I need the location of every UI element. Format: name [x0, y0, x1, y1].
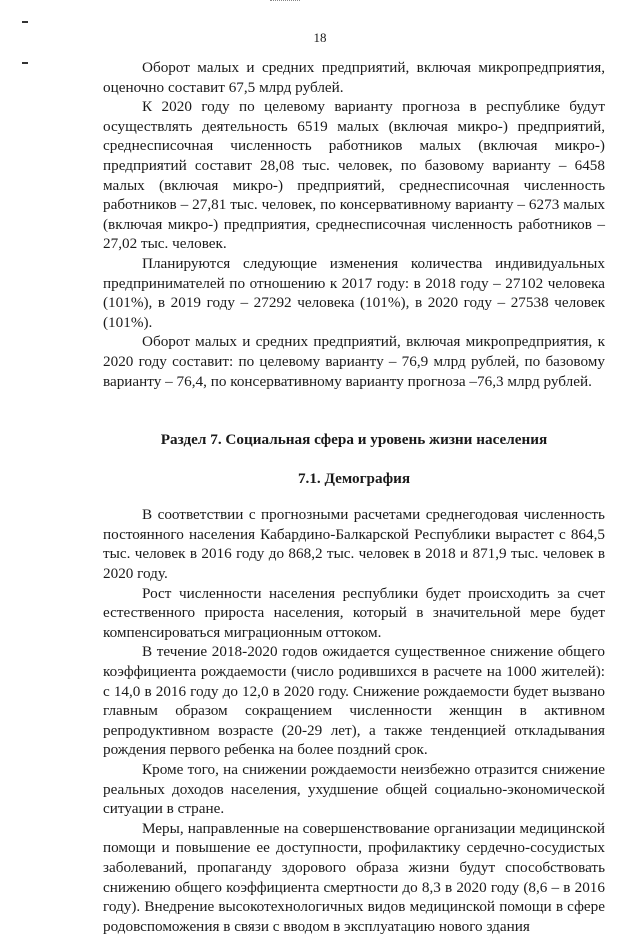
document-body [103, 58, 605, 936]
subsection-heading: 7.1. Демография [297, 469, 411, 487]
paragraph: Меры, направленные на совершенствование организации медицинской помощи и повышение ее доступности, профилактику сердечно-сосудистых заболеваний, пропаганду здорового образа жизни будут способствовать снижению общего коэффициента смертности до 8,3 в 2020 году (8,6 – в 2016 году). Внедрение высокотехнологичных видов медицинской помощи в сфере родовспоможения в связи с вводом в эксплуатацию нового здания [103, 819, 605, 935]
margin-mark [22, 62, 28, 64]
page-number: 18 [313, 30, 327, 45]
margin-mark [22, 21, 28, 23]
section-heading: Раздел 7. Социальная сфера и уровень жизни населения [160, 431, 548, 449]
paragraph: Планируются следующие изменения количества индивидуальных предпринимателей по отношению к 2017 году: в 2018 году – 27102 человека (101%), в 2019 году – 27292 человека (101%), в 2020 году – 27538 человек (101%). [103, 254, 605, 331]
paragraph: Оборот малых и средних предприятий, включая микропредприятия, к 2020 году составит: по целевому варианту – 76,9 млрд рублей, по базовому варианту – 76,4, по консервативному варианту прогноза –76,3 млрд рублей. [103, 333, 605, 390]
paragraph: Кроме того, на снижении рождаемости неизбежно отразится снижение реальных доходов населения, ухудшение общей социально-экономической ситуации в стране. [103, 761, 605, 818]
paragraph: В соответствии с прогнозными расчетами среднегодовая численность постоянного населения Кабардино-Балкарской Республики вырастет с 864,5 тыс. человек в 2016 году до 868,2 тыс. человек в 2018 и 871,9 тыс. человек в 2020 году. [103, 506, 605, 583]
paragraph: К 2020 году по целевому варианту прогноза в республике будут осуществлять деятельность 6519 малых (включая микро-) предприятий, среднесписочная численность работников малых (включая микро-) предприятий составит 28,08 тыс. человек, по базовому варианту – 6458 малых (включая микро-) предприятий, среднесписочная численность работников – 27,81 тыс. человек, по консервативному варианту – 6273 малых (включая микро-) предприятия, среднесписочная численность работников – 27,02 тыс. человек. [103, 98, 605, 253]
paragraph: Рост численности населения республики будет происходить за счет естественного прироста населения, который в значительной мере будет компенсироваться миграционным оттоком. [103, 584, 605, 641]
scan-artifact [270, 0, 300, 3]
paragraph: В течение 2018-2020 годов ожидается существенное снижение общего коэффициента рождаемости (число родившихся в расчете на 1000 жителей): с 14,0 в 2016 году до 12,0 в 2020 году. Снижение рождаемости будет вызвано главным образом сокращением численности женщин в активном репродуктивном возрасте (20-29 лет), а также тенденцией откладывания рождения первого ребенка на более поздний срок. [103, 643, 605, 759]
paragraph: Оборот малых и средних предприятий, включая микропредприятия, оценочно составит 67,5 млрд рублей. [103, 59, 605, 96]
